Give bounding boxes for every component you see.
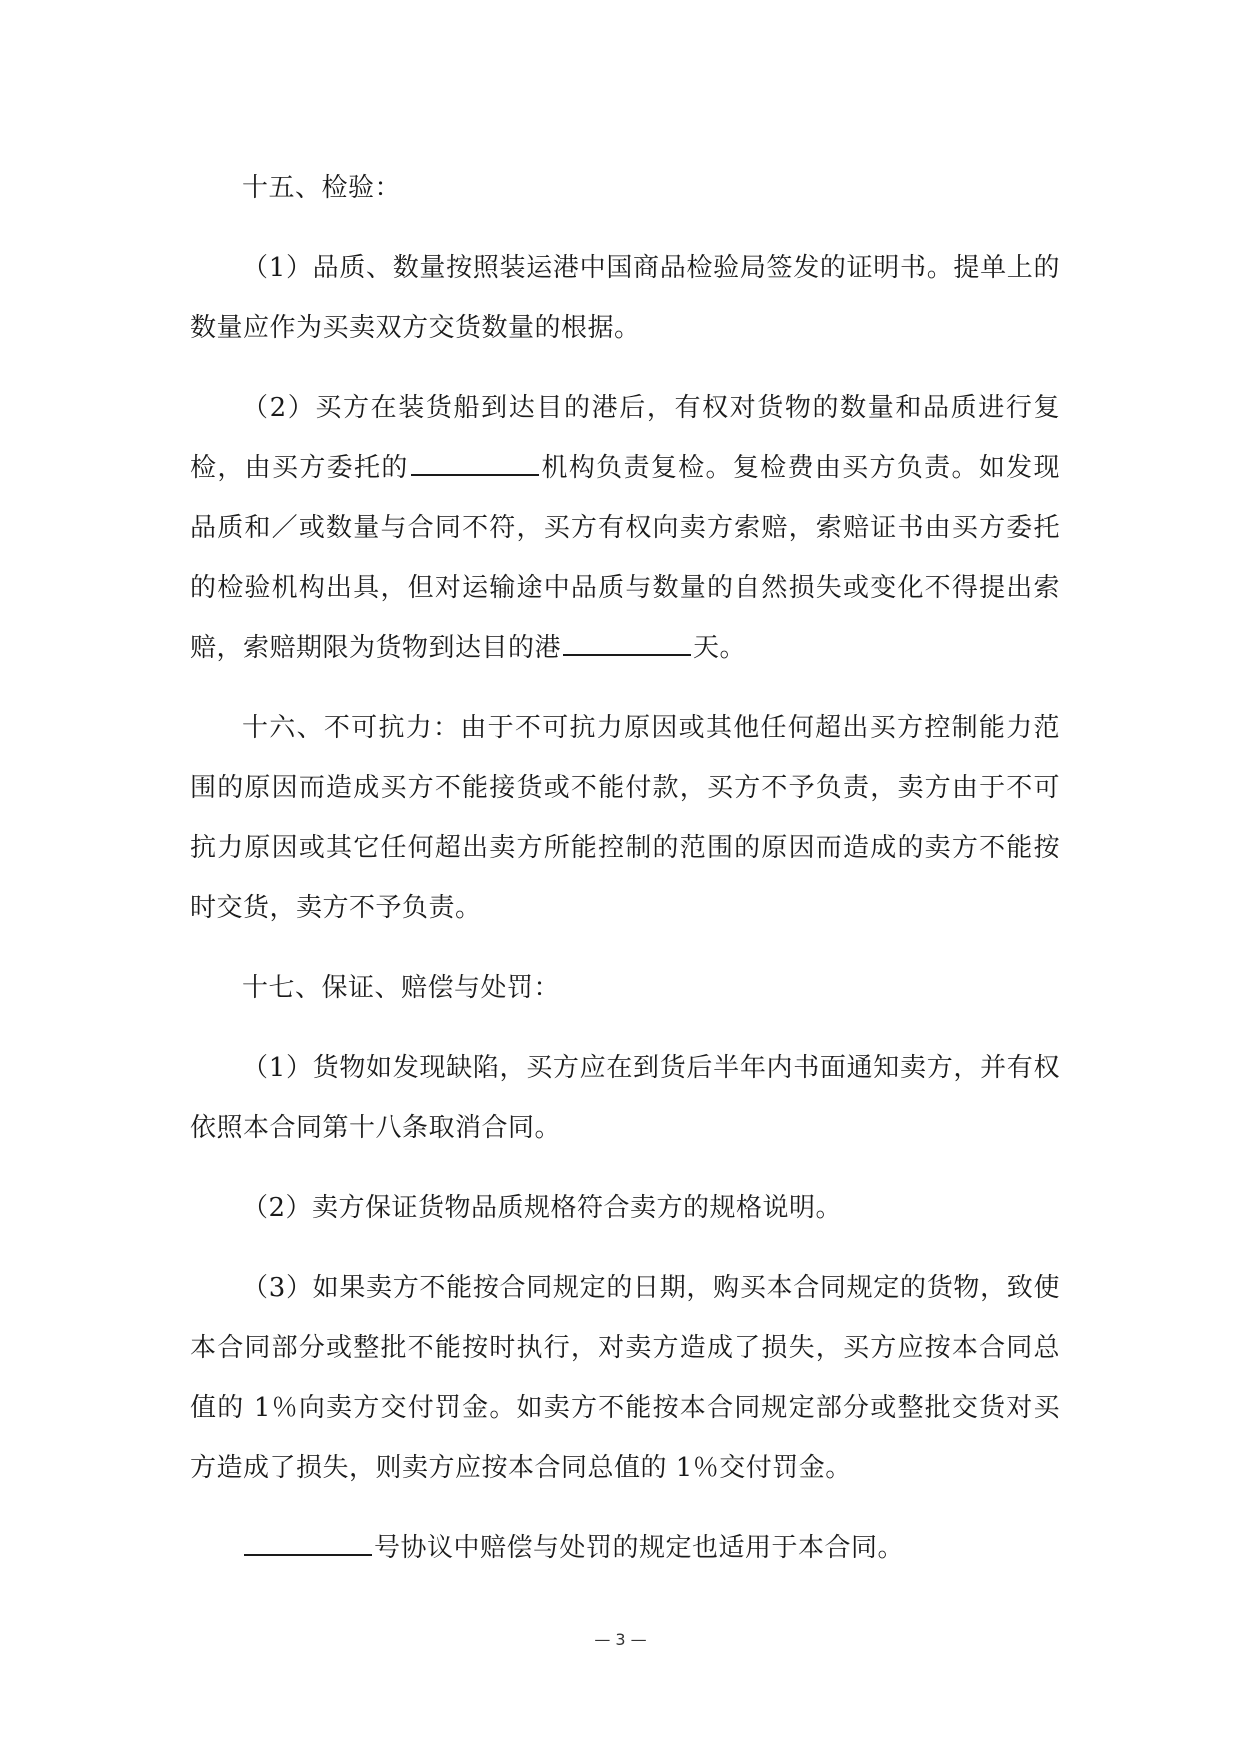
paragraph-p9: [190, 1518, 1060, 1578]
paragraph-p7: [190, 1178, 1060, 1238]
paragraph-text: 十六、不可抗力：由于不可抗力原因或其他任何超出买方控制能力范围的原因而造成买方不能接货或不能付款，买方不予负责，卖方由于不可抗力原因或其它任何超出卖方所能控制的范围的原因而造成的卖方不能按时交货，卖方不予负责。: [190, 713, 1060, 923]
paragraph-text: （1）品质、数量按照装运港中国商品检验局签发的证明书。提单上的数量应作为买卖双方交货数量的根据。: [190, 253, 1060, 343]
paragraph-p4: [190, 698, 1060, 938]
paragraph-text: （2）买方在装货船到达目的港后，有权对货物的数量和品质进行复检，由买方委托的: [190, 393, 1060, 483]
document-body: [190, 158, 1060, 1598]
paragraph-p1: [190, 158, 1060, 218]
paragraph-text: 机构负责复检。复检费由买方负责。如发现品质和／或数量与合同不符，买方有权向卖方索赔，索赔证书由买方委托的检验机构出具，但对运输途中品质与数量的自然损失或变化不得提出索赔，索赔期限为货物到达目的港: [190, 453, 1060, 663]
paragraph-text: 天。: [693, 633, 747, 663]
fill-in-blank: [563, 624, 691, 656]
paragraph-p5: [190, 958, 1060, 1018]
paragraph-text: （1）货物如发现缺陷，买方应在到货后半年内书面通知卖方，并有权依照本合同第十八条取消合同。: [190, 1053, 1060, 1143]
paragraph-text: （3）如果卖方不能按合同规定的日期，购买本合同规定的货物，致使本合同部分或整批不能按时执行，对卖方造成了损失，买方应按本合同总值的 1％向卖方交付罚金。如卖方不能按本合同规定部分或整批交货对买方造成了损失，则卖方应按本合同总值的 1％交付罚金。: [190, 1273, 1060, 1483]
fill-in-blank: [411, 444, 539, 476]
paragraph-p8: [190, 1258, 1060, 1498]
paragraph-text: 十七、保证、赔偿与处罚：: [242, 973, 561, 1003]
paragraph-p3: [190, 378, 1060, 678]
paragraph-p6: [190, 1038, 1060, 1158]
page-number: — 3 —: [594, 1630, 647, 1649]
fill-in-blank: [244, 1524, 372, 1556]
paragraph-p2: [190, 238, 1060, 358]
paragraph-text: 十五、检验：: [242, 173, 402, 203]
paragraph-text: （2）卖方保证货物品质规格符合卖方的规格说明。: [242, 1193, 843, 1223]
paragraph-text: 号协议中赔偿与处罚的规定也适用于本合同。: [374, 1533, 905, 1563]
